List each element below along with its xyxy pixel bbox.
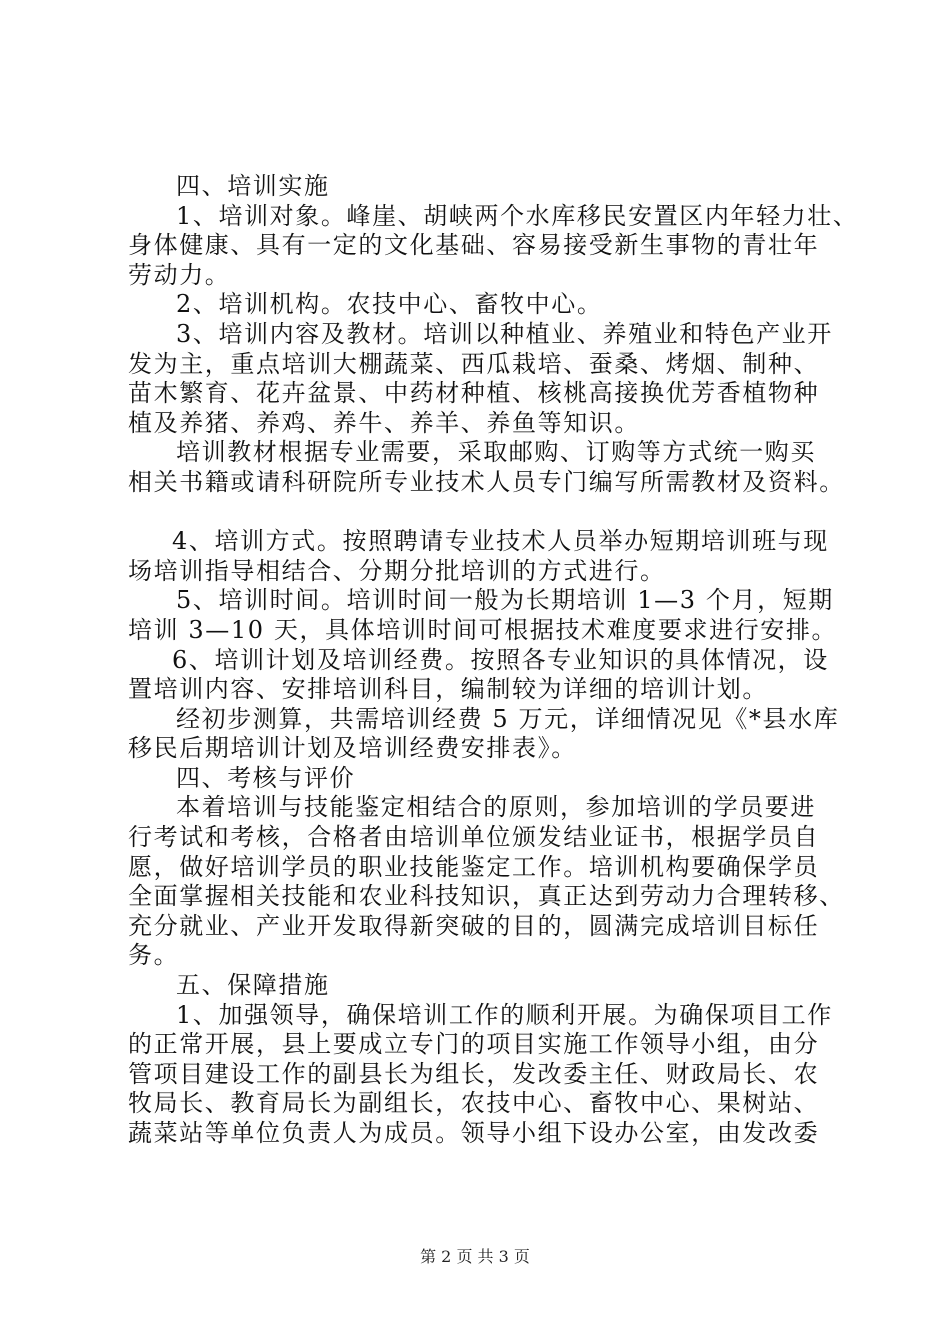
paragraph-line: 3、培训内容及教材。培训以种植业、养殖业和特色产业开 [176, 319, 833, 348]
paragraph-line: 牧局长、教育局长为副组长，农技中心、畜牧中心、果树站、 [128, 1089, 820, 1118]
paragraph-line: 培训 3—10 天，具体培训时间可根据技术难度要求进行安排。 [128, 615, 838, 644]
paragraph-line: 2、培训机构。农技中心、畜牧中心。 [176, 290, 603, 319]
paragraph-line: 5、培训时间。培训时间一般为长期培训 1—3 个月，短期 [176, 586, 834, 615]
paragraph-line: 务。 [128, 941, 180, 970]
paragraph-line: 移民后期培训计划及培训经费安排表》。 [128, 734, 577, 763]
paragraph-line: 场培训指导相结合、分期分批培训的方式进行。 [128, 556, 666, 585]
paragraph-line: 经初步测算，共需培训经费 5 万元，详细情况见《*县水库 [176, 704, 840, 733]
section-heading: 四、培训实施 [176, 172, 330, 200]
paragraph-line: 劳动力。 [128, 260, 231, 289]
paragraph-line: 1、培训对象。峰崖、胡峡两个水库移民安置区内年轻力壮、 [176, 201, 859, 230]
paragraph-line: 培训教材根据专业需要，采取邮购、订购等方式统一购买 [176, 438, 816, 467]
paragraph-line: 苗木繁育、花卉盆景、中药材种植、核桃高接换优芳香植物种 [128, 379, 820, 408]
paragraph-line: 植及养猪、养鸡、养牛、养羊、养鱼等知识。 [128, 408, 640, 437]
paragraph-line: 6、培训计划及培训经费。按照各专业知识的具体情况，设 [172, 645, 829, 674]
section-heading: 五、保障措施 [176, 971, 330, 1000]
paragraph-line: 4、培训方式。按照聘请专业技术人员举办短期培训班与现 [172, 527, 829, 556]
section-heading: 四、考核与评价 [176, 763, 356, 792]
paragraph-line: 身体健康、具有一定的文化基础、容易接受新生事物的青壮年 [128, 231, 820, 260]
paragraph-line: 相关书籍或请科研院所专业技术人员专门编写所需教材及资料。 [128, 467, 845, 496]
paragraph-line: 置培训内容、安排培训科目，编制较为详细的培训计划。 [128, 675, 768, 704]
paragraph-line: 管项目建设工作的副县长为组长，发改委主任、财政局长、农 [128, 1059, 820, 1088]
paragraph-line: 本着培训与技能鉴定相结合的原则，参加培训的学员要进 [176, 793, 816, 822]
document-body [128, 172, 859, 1149]
paragraph-line: 的正常开展，县上要成立专门的项目实施工作领导小组，由分 [128, 1030, 820, 1059]
paragraph-line: 充分就业、产业开发取得新突破的目的，圆满完成培训目标任 [128, 911, 820, 940]
paragraph-line: 行考试和考核，合格者由培训单位颁发结业证书，根据学员自 [128, 823, 820, 852]
paragraph-line: 1、加强领导，确保培训工作的顺利开展。为确保项目工作 [176, 1000, 833, 1029]
paragraph-line: 愿，做好培训学员的职业技能鉴定工作。培训机构要确保学员 [128, 852, 820, 881]
paragraph-gap [128, 498, 848, 528]
paragraph-line: 蔬菜站等单位负责人为成员。领导小组下设办公室，由发改委 [128, 1119, 820, 1147]
paragraph-line: 发为主，重点培训大棚蔬菜、西瓜栽培、蚕桑、烤烟、制种、 [128, 349, 820, 378]
page-footer: 第 2 页 共 3 页 [420, 1247, 530, 1266]
paragraph-line: 全面掌握相关技能和农业科技知识，真正达到劳动力合理转移、 [128, 882, 845, 911]
